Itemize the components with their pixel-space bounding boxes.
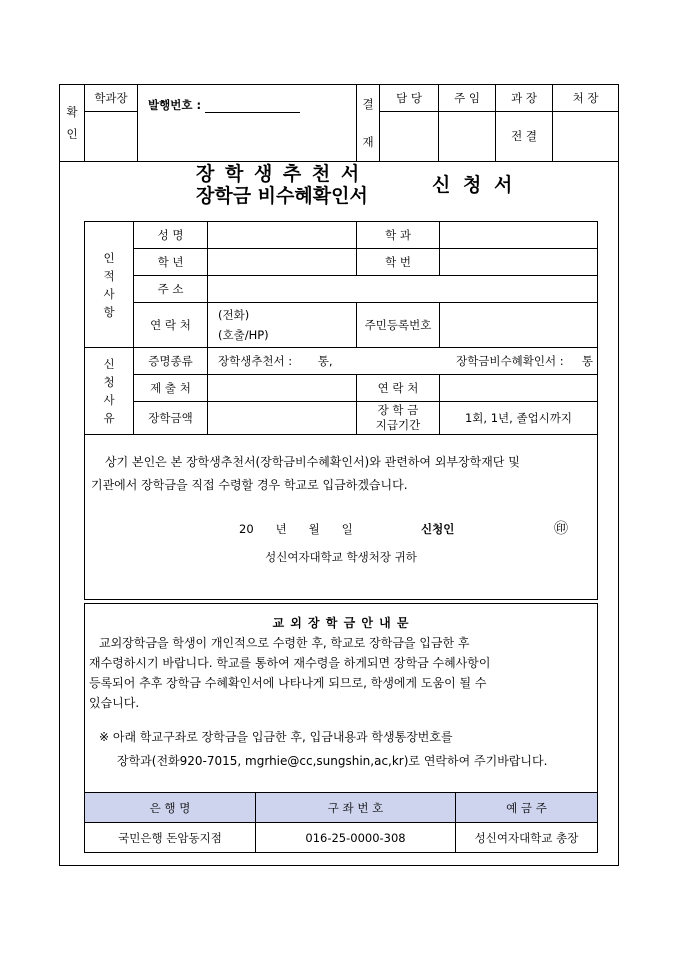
account-number: 016-25-0000-308 (256, 823, 456, 853)
mobile-label: (호출/HP) (218, 328, 269, 342)
name-label: 성 명 (134, 222, 208, 249)
jeongyeol-label: 전 결 (496, 111, 553, 161)
cert-type-label: 증명종류 (134, 348, 208, 375)
notice-line-4: 있습니다. (89, 696, 140, 710)
notice-note-1: ※ 아래 학교구좌로 장학금을 입금한 후, 입금내용과 학생통장번호를 (99, 730, 453, 744)
period-options[interactable]: 1회, 1년, 졸업시까지 (440, 402, 598, 435)
account-number-header: 구 좌 번 호 (256, 793, 456, 823)
notice-note-2: 장학과(전화920-7015, mgrhie@cc,sungshin,ac,kr)로 연락하여 주기바랍니다. (117, 754, 548, 768)
year-field[interactable] (208, 249, 357, 276)
bank-name: 국민은행 돈암동지점 (85, 823, 256, 853)
personal-section-label: 인 적 사 항 (85, 222, 134, 348)
student-id-label: 학 번 (357, 249, 440, 276)
notice-box (84, 603, 598, 853)
cert-recommend-count: 장학생추천서 : 통, (218, 354, 333, 368)
title-line-2: 장학금 비수혜확인서 (196, 185, 368, 207)
rrn-field[interactable] (440, 303, 598, 348)
student-id-field[interactable] (440, 249, 598, 276)
title-line-1: 장 학 생 추 천 서 (196, 163, 362, 185)
statement-cell (85, 435, 598, 600)
notice-line-3: 등록되어 추후 장학금 수혜확인서에 나타나게 되므로, 학생에게 도움이 될 수 (89, 676, 487, 690)
approval-char-1: 결 (362, 97, 374, 111)
applicant-label: 신청인 (421, 522, 455, 536)
amount-label: 장학금액 (134, 402, 208, 435)
submit-to-field[interactable] (208, 375, 357, 402)
gwajang-label: 과 장 (496, 85, 553, 112)
application-table (84, 221, 598, 600)
issue-number-label: 발행번호 : (148, 98, 202, 112)
cert-type-field[interactable] (208, 348, 598, 375)
year-label: 학 년 (134, 249, 208, 276)
notice-title: 교 외 장 학 금 안 내 문 (272, 616, 410, 630)
rrn-label: 주민등록번호 (357, 303, 440, 348)
request-contact-label: 연 락 처 (357, 375, 440, 402)
dept-head-label: 학과장 (85, 85, 138, 112)
submit-to-label: 제 출 처 (134, 375, 208, 402)
amount-field[interactable] (208, 402, 357, 435)
confirm-char-2: 인 (66, 127, 78, 141)
juim-label: 주 임 (439, 85, 496, 112)
contact-label: 연 락 처 (134, 303, 208, 348)
title-right: 신 청 서 (432, 174, 516, 196)
date-line[interactable]: 20 년 월 일 (239, 522, 353, 536)
cert-nonbenefit-count: 장학금비수혜확인서 : 통 (456, 354, 593, 368)
cheojang-label: 처 장 (553, 85, 619, 112)
notice-line-2: 재수령하시기 바랍니다. 학교를 통하여 재수령을 하게되면 장학금 수혜사항이 (89, 656, 491, 670)
notice-line-1: 교외장학금을 학생이 개인적으로 수령한 후, 학교로 장학금을 입금한 후 (99, 636, 470, 650)
account-holder-header: 예 금 주 (456, 793, 598, 823)
statement-line-2: 기관에서 장학금을 직접 수령할 경우 학교로 입금하겠습니다. (91, 478, 408, 492)
statement-line-1: 상기 본인은 본 장학생추천서(장학금비수혜확인서)와 관련하여 외부장학재단 및 (105, 455, 520, 469)
bank-account-table (84, 792, 598, 853)
dept-field[interactable] (440, 222, 598, 249)
address-field[interactable] (208, 276, 598, 303)
confirm-char-1: 확 (66, 105, 78, 119)
approval-char-2: 재 (362, 135, 374, 149)
bank-name-header: 은 행 명 (85, 793, 256, 823)
request-contact-field[interactable] (440, 375, 598, 402)
contact-field[interactable] (208, 303, 357, 348)
name-field[interactable] (208, 222, 357, 249)
addressee: 성신여자대학교 학생처장 귀하 (265, 550, 417, 564)
damdang-label: 담 당 (380, 85, 439, 112)
dept-label: 학 과 (357, 222, 440, 249)
period-label: 장 학 금 지급기간 (357, 402, 440, 435)
address-label: 주 소 (134, 276, 208, 303)
request-section-label: 신 청 사 유 (85, 348, 134, 435)
phone-label: (전화) (218, 308, 250, 322)
account-holder: 성신여자대학교 총장 (456, 823, 598, 853)
seal-mark: ㊞ (554, 521, 568, 537)
